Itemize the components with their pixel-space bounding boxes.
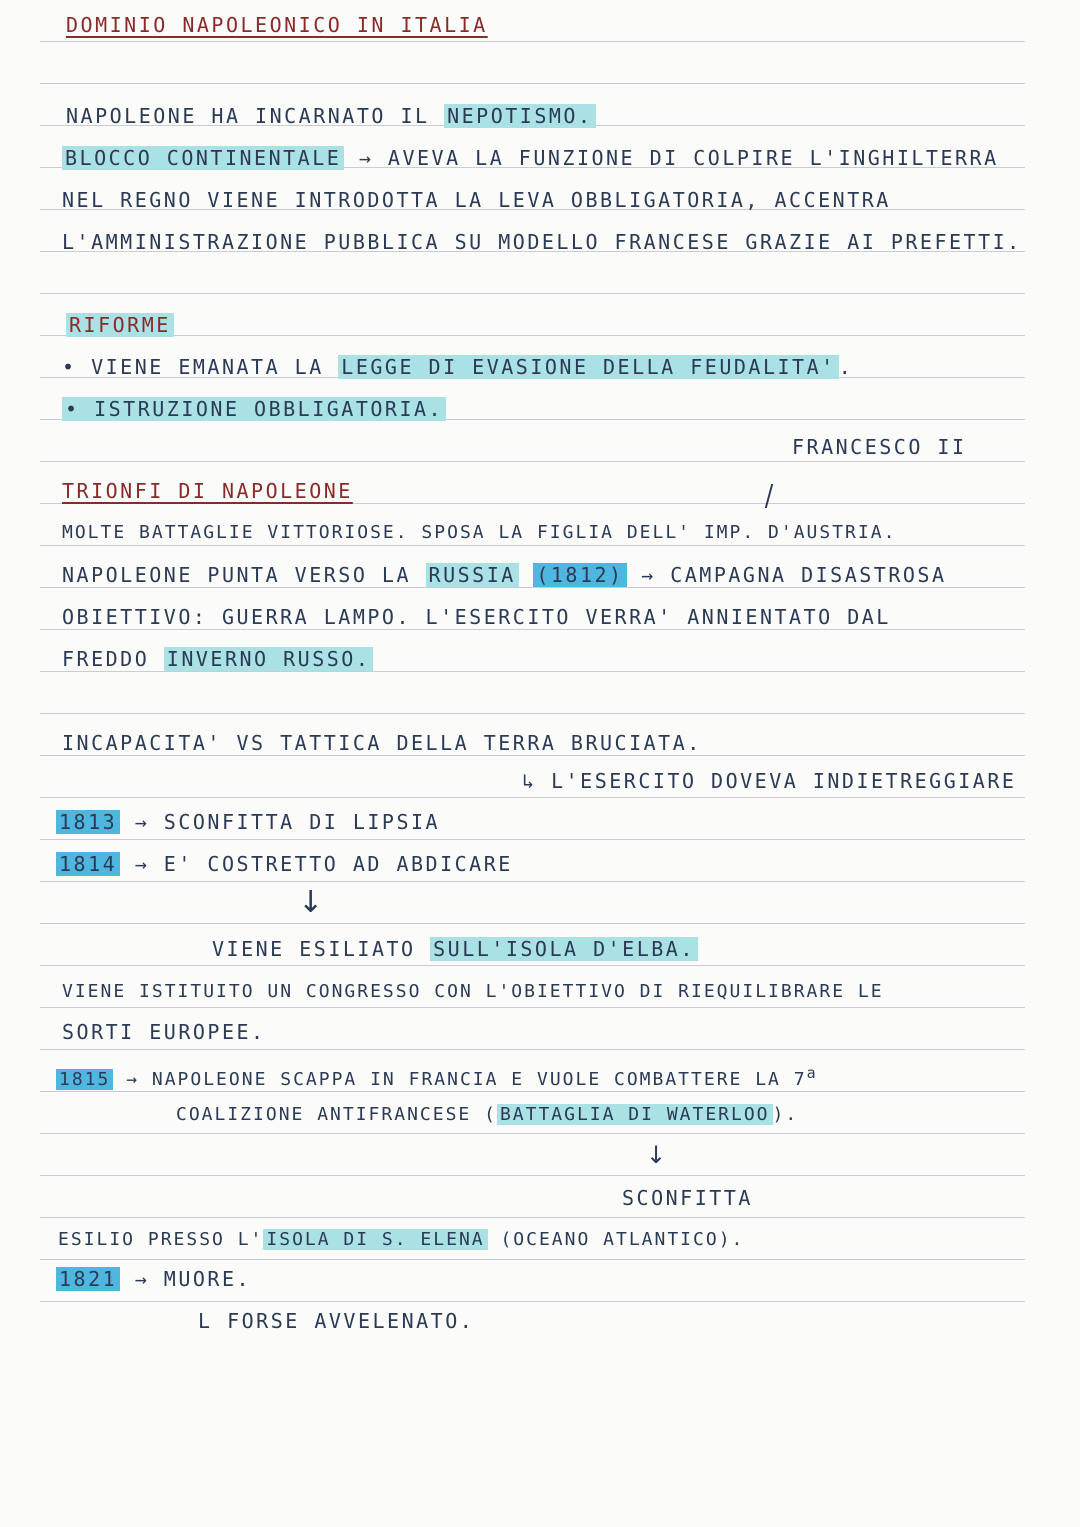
rule-line: [40, 335, 1025, 336]
note-line: [58, 1227, 744, 1253]
rule-line: [40, 965, 1025, 966]
rule-line: [40, 923, 1025, 924]
timeline-entry: [56, 809, 440, 835]
timeline-entry: [56, 851, 513, 877]
highlight-text: NEPOTISMO.: [444, 104, 595, 128]
highlight-text: RIFORME: [66, 313, 174, 337]
list-item: [62, 354, 853, 380]
note-text: (OCEANO ATLANTICO).: [487, 1229, 745, 1250]
note-line: [66, 103, 596, 129]
note-text: .: [838, 355, 854, 379]
note-text: → AVEVA LA FUNZIONE DI COLPIRE L'INGHILTERRA: [344, 146, 999, 170]
rule-line: [40, 1217, 1025, 1218]
note-text: NAPOLEONE PUNTA VERSO LA: [62, 563, 426, 587]
note-text: → CAMPAGNA DISASTROSA: [626, 563, 947, 587]
note-line: MOLTE BATTAGLIE VITTORIOSE. SPOSA LA FIGLIA DELL' IMP. D'AUSTRIA.: [62, 522, 897, 543]
rule-line: [40, 1301, 1025, 1302]
rule-line: [40, 881, 1025, 882]
timeline-entry: [56, 1266, 251, 1292]
rule-line: [40, 839, 1025, 840]
rule-line: [40, 461, 1025, 462]
arrow-down-icon: ↓: [646, 1141, 667, 1169]
year-badge: 1814: [56, 852, 120, 876]
highlight-text: SULL'ISOLA D'ELBA.: [430, 937, 698, 961]
rule-line: [40, 797, 1025, 798]
year-badge: 1815: [56, 1069, 113, 1090]
note-line: ↳ L'ESERCITO DOVEVA INDIETREGGIARE: [522, 769, 1017, 793]
section-heading-trionfi: TRIONFI DI NAPOLEONE: [62, 479, 353, 503]
note-text: ESILIO PRESSO L': [58, 1229, 264, 1250]
section-heading-riforme: [66, 312, 174, 338]
year-badge: 1821: [56, 1267, 120, 1291]
note-line: SORTI EUROPEE.: [62, 1020, 266, 1044]
highlight-text: • ISTRUZIONE OBBLIGATORIA.: [62, 397, 446, 421]
arrow-down-icon: ↓: [298, 885, 324, 920]
note-line: INCAPACITA' VS TATTICA DELLA TERRA BRUCIATA.: [62, 731, 702, 755]
highlight-text: ISOLA DI S. ELENA: [263, 1229, 487, 1250]
note-text: → E' COSTRETTO AD ABDICARE: [120, 852, 513, 876]
rule-line: [40, 1007, 1025, 1008]
rule-line: [40, 41, 1025, 42]
note-line: SCONFITTA: [622, 1186, 753, 1210]
margin-note: FRANCESCO II: [792, 435, 967, 459]
note-line: NEL REGNO VIENE INTRODOTTA LA LEVA OBBLIGATORIA, ACCENTRA: [62, 188, 891, 212]
note-line: [62, 145, 999, 171]
rule-line: [40, 713, 1025, 714]
note-line: L'AMMINISTRAZIONE PUBBLICA SU MODELLO FRANCESE GRAZIE AI PREFETTI.: [62, 230, 1022, 254]
rule-line: [40, 1259, 1025, 1260]
note-line: VIENE ISTITUITO UN CONGRESSO CON L'OBIETTIVO DI RIEQUILIBRARE LE: [62, 981, 884, 1002]
note-text: → MUORE.: [120, 1267, 252, 1291]
highlight-year: (1812): [533, 563, 626, 587]
year-badge: 1813: [56, 810, 120, 834]
note-text: NAPOLEONE HA INCARNATO IL: [66, 104, 445, 128]
note-line: [62, 646, 373, 672]
note-line: [212, 936, 698, 962]
highlight-text: RUSSIA: [426, 563, 519, 587]
note-text: • VIENE EMANATA LA: [62, 355, 339, 379]
note-text: → NAPOLEONE SCAPPA IN FRANCIA E VUOLE COMBATTERE LA 7: [113, 1069, 807, 1090]
rule-line: [40, 1133, 1025, 1134]
note-text: VIENE ESILIATO: [212, 937, 431, 961]
highlight-text: LEGGE DI EVASIONE DELLA FEUDALITA': [338, 355, 838, 379]
note-line: L FORSE AVVELENATO.: [198, 1309, 475, 1333]
highlight-text: BLOCCO CONTINENTALE: [62, 146, 344, 170]
highlight-text: INVERNO RUSSO.: [164, 647, 374, 671]
note-line: [176, 1102, 798, 1128]
note-line: [62, 562, 946, 588]
note-text: FREDDO: [62, 647, 164, 671]
note-text: → SCONFITTA DI LIPSIA: [120, 810, 441, 834]
timeline-entry: [56, 1060, 818, 1093]
rule-line: [40, 1175, 1025, 1176]
rule-line: [40, 83, 1025, 84]
note-line: OBIETTIVO: GUERRA LAMPO. L'ESERCITO VERRA' ANNIENTATO DAL: [62, 605, 891, 629]
note-text: COALIZIONE ANTIFRANCESE (: [176, 1104, 497, 1125]
list-item: [62, 396, 446, 422]
superscript: a: [806, 1064, 818, 1082]
pointer-stroke: [765, 484, 787, 508]
note-text: ).: [772, 1104, 799, 1125]
highlight-text: BATTAGLIA DI WATERLOO: [497, 1104, 773, 1125]
rule-line: [40, 1049, 1025, 1050]
page-title: DOMINIO NAPOLEONICO IN ITALIA: [66, 13, 488, 37]
rule-line: [40, 293, 1025, 294]
